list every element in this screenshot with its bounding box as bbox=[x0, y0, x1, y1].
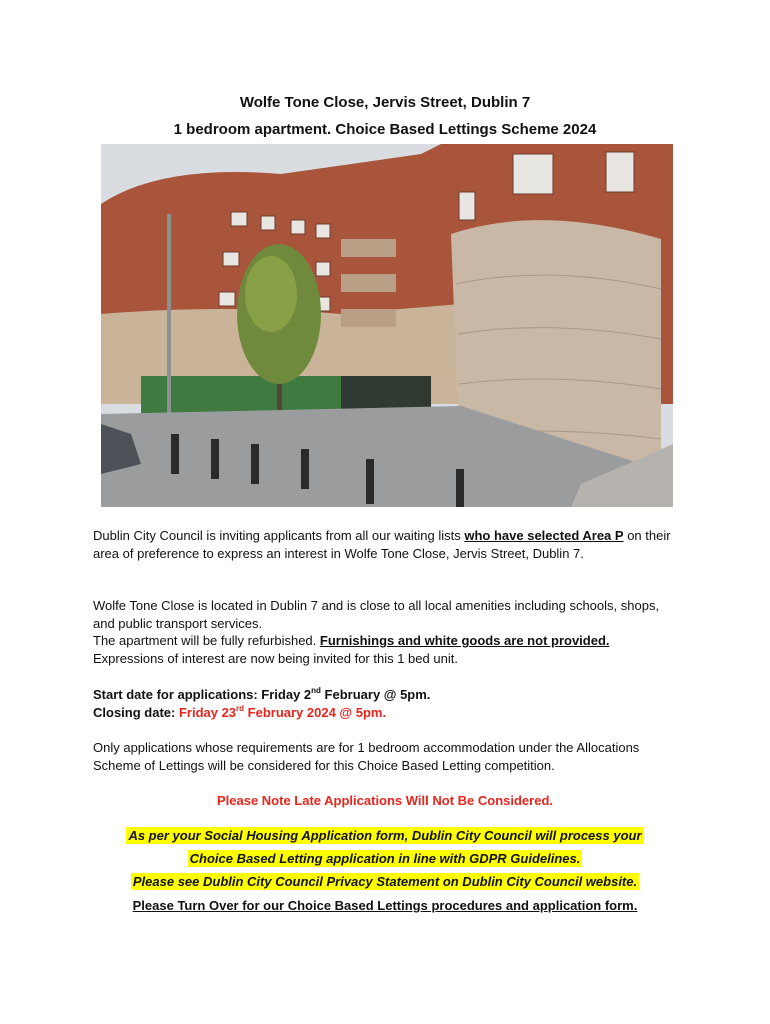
start-date-sup: nd bbox=[311, 686, 321, 695]
gdpr-line-1: As per your Social Housing Application form, Dublin City Council will process your bbox=[128, 828, 642, 843]
requirements-paragraph: Only applications whose requirements are for 1 bedroom accommodation under the Allocations Scheme of Lettings will be considered for this Choice Based Letting competition. bbox=[93, 740, 640, 773]
gdpr-line-2: Choice Based Letting application in line with GDPR Guidelines. bbox=[189, 851, 581, 866]
start-date-b: February @ 5pm. bbox=[320, 687, 431, 702]
refurbished-line bbox=[93, 632, 683, 650]
location-paragraph bbox=[93, 597, 683, 667]
document-subtitle: 1 bedroom apartment. Choice Based Lettings Scheme 2024 bbox=[173, 121, 597, 138]
refurbished-text: The apartment will be fully refurbished. bbox=[93, 633, 320, 649]
intro-paragraph bbox=[93, 527, 683, 562]
start-date-a: Start date for applications: Friday 2 bbox=[93, 687, 312, 702]
intro-text: Dublin City Council is inviting applicants from all our waiting lists bbox=[93, 528, 465, 543]
closing-date-line bbox=[93, 704, 683, 722]
closing-date-a: Friday 23 bbox=[178, 704, 237, 720]
dates-block bbox=[93, 686, 683, 721]
closing-date-b: February 2024 @ 5pm. bbox=[244, 704, 387, 720]
gdpr-line-1-wrap bbox=[0, 828, 770, 843]
area-p-emphasis: who have selected Area P bbox=[464, 528, 624, 543]
closing-date-label: Closing date: bbox=[93, 704, 179, 720]
intro-rest: on their area of preference to express an interest in Wolfe Tone Close, Jervis Street, Dublin 7. bbox=[93, 528, 671, 561]
furnishings-emphasis: Furnishings and white goods are not provided. bbox=[319, 633, 610, 649]
closing-date-sup: rd bbox=[236, 703, 245, 713]
building-photo bbox=[101, 144, 673, 507]
turn-over-note: Please Turn Over for our Choice Based Lettings procedures and application form. bbox=[132, 898, 638, 913]
document-title: Wolfe Tone Close, Jervis Street, Dublin 7 bbox=[239, 94, 531, 111]
gdpr-line-3: Please see Dublin City Council Privacy Statement on Dublin City Council website. bbox=[132, 874, 638, 889]
expressions-text: Expressions of interest are now being invited for this 1 bed unit. bbox=[93, 650, 458, 666]
late-applications-note: Please Note Late Applications Will Not Be Considered. bbox=[216, 793, 554, 808]
location-text: Wolfe Tone Close is located in Dublin 7 and is close to all local amenities including schools, shops, and public transport services. bbox=[93, 598, 660, 631]
start-date-line bbox=[93, 686, 683, 704]
gdpr-line-2-wrap bbox=[0, 851, 770, 866]
gdpr-line-3-wrap bbox=[0, 874, 770, 889]
